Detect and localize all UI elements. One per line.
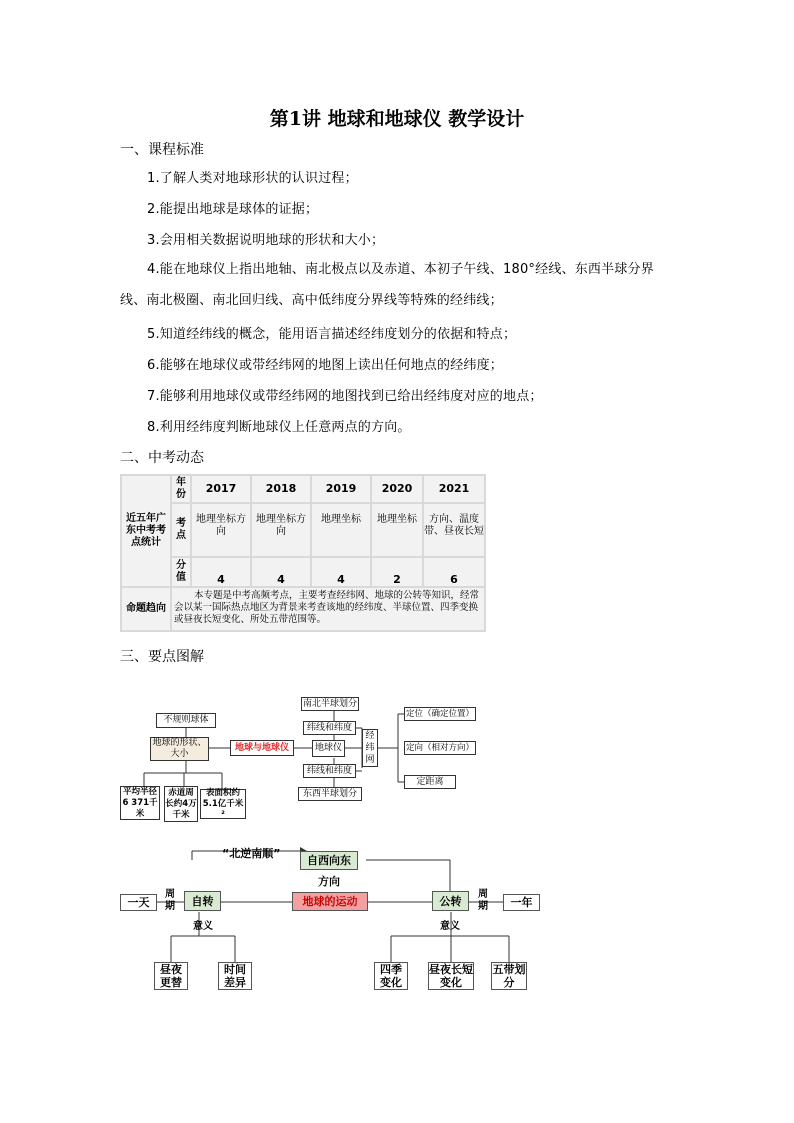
- standard-item: 8.利用经纬度判断地球仪上任意两点的方向。: [147, 420, 411, 435]
- revolution-box: 公转: [432, 891, 469, 911]
- equator-box: 赤道周长约4万千米: [164, 786, 198, 822]
- area-box: 表面积约5.1亿千米²: [200, 789, 246, 819]
- day-night-box: 昼夜更替: [154, 962, 188, 990]
- year-cell: 2018: [252, 476, 310, 502]
- one-year-box: 一年: [503, 894, 540, 911]
- day-length-box: 昼夜长短变化: [429, 963, 473, 989]
- standard-item: 1.了解人类对地球形状的认识过程；: [147, 171, 358, 186]
- earth-motion-box: 地球的运动: [292, 892, 368, 911]
- rotation-rule-label: “北逆南顺”: [222, 847, 281, 860]
- ew-hemisphere-box: 东西半球划分: [298, 787, 362, 801]
- score-cell: 6: [424, 558, 484, 586]
- west-to-east-box: 自西向东: [300, 851, 358, 870]
- locate-box: 定位（确定位置）: [404, 707, 476, 721]
- rotation-box: 自转: [184, 891, 221, 911]
- year-cell: 2020: [372, 476, 422, 502]
- period-label: 周期: [478, 889, 488, 912]
- earth-and-globe-box: 地球与地球仪: [230, 740, 294, 756]
- seasons-box: 四季变化: [374, 962, 408, 990]
- page-title: 第1讲 地球和地球仪 教学设计: [269, 108, 525, 130]
- point-label: 考点: [172, 504, 190, 556]
- direction-label: 方向: [318, 875, 340, 888]
- five-zones-box: 五带划分: [492, 963, 526, 989]
- standard-item: 3.会用相关数据说明地球的形状和大小；: [147, 233, 385, 248]
- score-cell: 4: [252, 558, 310, 586]
- one-day-box: 一天: [120, 894, 157, 911]
- row-label-stats: 近五年广东中考考点统计: [122, 476, 170, 586]
- irregular-sphere-box: 不规则球体: [156, 713, 216, 728]
- period-label: 周期: [165, 889, 175, 912]
- longitude-box: 纬线和纬度: [303, 764, 356, 778]
- point-cell: 方向、温度带、昼夜长短: [424, 504, 484, 556]
- standard-item: 7.能够利用地球仪或带经纬网的地图找到已给出经纬度对应的地点；: [147, 389, 543, 404]
- globe-box: 地球仪: [312, 740, 345, 757]
- section-heading-exam: 二、中考动态: [120, 450, 204, 466]
- time-diff-box: 时间差异: [218, 962, 252, 990]
- year-cell: 2019: [312, 476, 370, 502]
- section-heading-diagram: 三、要点图解: [120, 649, 204, 665]
- year-label: 年份: [172, 476, 190, 502]
- score-cell: 4: [192, 558, 250, 586]
- standard-item: 2.能提出地球是球体的证据；: [147, 202, 319, 217]
- point-cell: 地理坐标方向: [192, 504, 250, 556]
- section-heading-standards: 一、课程标准: [120, 142, 204, 158]
- grid-box: 经纬网: [362, 729, 378, 767]
- distance-box: 定距离: [404, 775, 456, 789]
- point-cell: 地理坐标: [312, 504, 370, 556]
- radius-box: 平均半径6 371千米: [120, 786, 160, 820]
- meaning-label: 意义: [193, 921, 213, 932]
- trend-label: 命题趋向: [122, 588, 170, 630]
- standard-item: 5.知道经纬线的概念，能用语言描述经纬度划分的依据和特点；: [147, 327, 517, 342]
- year-cell: 2017: [192, 476, 250, 502]
- trend-text: 本专题是中考高频考点，主要考查经纬网、地球的公转等知识，经常会以某一国际热点地区为背景来考查该地的经纬度、半球位置、四季变换或昼夜长短变化、所处五带范围等。: [172, 588, 484, 630]
- score-label: 分值: [172, 558, 190, 586]
- direction-box: 定向（相对方向）: [404, 741, 476, 755]
- point-cell: 地理坐标方向: [252, 504, 310, 556]
- ns-hemisphere-box: 南北半球划分: [301, 697, 359, 711]
- meaning-label: 意义: [440, 921, 460, 932]
- score-cell: 4: [312, 558, 370, 586]
- score-cell: 2: [372, 558, 422, 586]
- shape-size-box: 地球的形状、大小: [150, 737, 209, 761]
- standard-item: 6.能够在地球仪或带经纬网的地图上读出任何地点的经纬度；: [147, 358, 504, 373]
- point-cell: 地理坐标: [372, 504, 422, 556]
- standard-item: 4.能在地球仪上指出地轴、南北极点以及赤道、本初子午线、180°经线、东西半球分界线、南北极圈、南北回归线、高中低纬度分界线等特殊的经纬线；: [120, 262, 654, 308]
- year-cell: 2021: [424, 476, 484, 502]
- latitude-box: 纬线和纬度: [303, 721, 356, 735]
